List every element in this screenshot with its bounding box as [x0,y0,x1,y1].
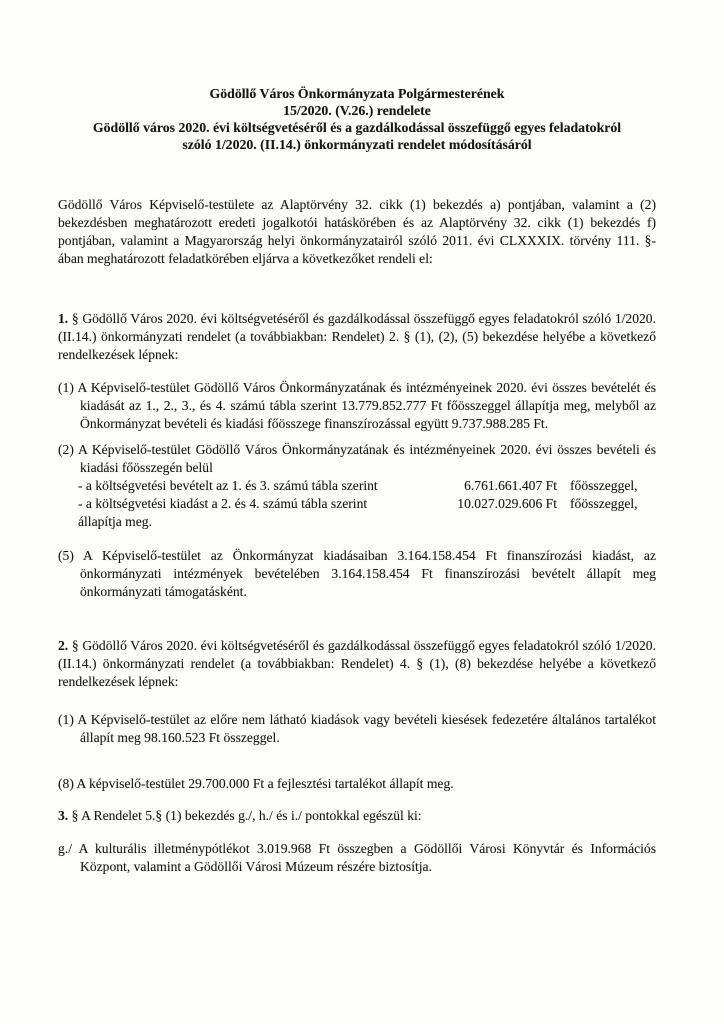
document-content [58,0,656,876]
budget-expense-amount: 10.027.029.606 Ft [457,496,557,511]
section-2-paragraph-8 [58,775,656,793]
section-1-heading [58,310,656,364]
section-1-heading-text: Gödöllő Város 2020. évi költségvetéséről és gazdálkodással összefüggő egyes feladatokról szóló 1/2020. (II.14.) önkormányzati rendelet (a továbbiakban: Rendelet) 2. § (1), (2), (5) bekezdése helyébe a következő rendelkezések lépnek: [58,311,656,362]
budget-revenue-amount: 6.761.661.407 Ft [464,478,557,493]
paragraph-text: A Képviselő-testület az Önkormányzat kiadásaiban 3.164.158.454 Ft finanszírozási kiadást, az önkormányzati intézmények bevételében 3.164.158.454 Ft finanszírozási bevételt állapít meg önkormányzati támogatásként. [80,548,657,599]
section-1-paragraph-1 [58,379,656,433]
section-1-paragraph-5 [58,547,656,601]
budget-revenue-row [78,477,656,495]
paragraph-label: (2) [58,442,74,457]
section-2-paragraph-1 [58,711,656,747]
budget-expense-suffix: főösszeggel, [570,496,638,511]
budget-expense-description: - a költségvetési kiadást a 2. és 4. számú tábla szerint [78,496,368,511]
section-2-heading [58,637,656,691]
section-2-heading-text: Gödöllő Város 2020. évi költségvetéséről és gazdálkodással összefüggő egyes feladatokról szóló 1/2020. (II.14.) önkormányzati rendelet (a továbbiakban: Rendelet) 4. § (1), (8) bekezdése helyébe a következő rendelkezések lépnek: [58,638,656,689]
section-2-mark: § [71,638,79,653]
section-3-heading-text: A Rendelet 5.§ (1) bekezdés g./, h./ és i./ pontokkal egészül ki: [81,808,422,823]
section-3-number: 3. [58,808,69,823]
paragraph-text: A Képviselő-testület Gödöllő Város Önkormányzatának és intézményeinek 2020. évi összes bevételi és kiadási főösszegén belül [77,442,656,475]
section-3-heading [58,807,656,825]
title-line-subject-1: Gödöllő város 2020. évi költségvetéséről és a gazdálkodással összefüggő egyes feladatokról [92,120,622,135]
paragraph-text: A Képviselő-testület Gödöllő Város Önkormányzatának és intézményeinek 2020. évi összes bevételét és kiadását az 1., 2., 3., és 4. számú tábla szerint 13.779.852.777 Ft főösszeggel állapítja meg, melyből az Önkormányzat bevételi és kiadási főösszege finanszírozással együtt 9.737.988.285 Ft. [77,380,656,431]
budget-revenue-suffix: főösszeggel, [570,478,638,493]
budget-expense-row [78,495,656,513]
paragraph-label: (8) [58,776,74,791]
section-3-point-g [58,840,656,876]
preamble-paragraph: Gödöllő Város Képviselő-testülete az Alaptörvény 32. cikk (1) bekezdés a) pontjában, valamint a (2) bekezdésben meghatározott eredeti jogalkotói hatáskörében és az Alaptörvény 32. cikk (1) bekezdés f) pontjában, valamint a Magyarország helyi önkormányzatairól szóló 2011. évi CLXXXIX. törvény 111. §-ában meghatározott feladatkörében eljárva a következőket rendeli el: [58,197,656,266]
section-1-mark: § [71,311,79,326]
budget-revenue-description: - a költségvetési bevételt az 1. és 3. számú tábla szerint [78,478,378,493]
title-line-decree-number: 15/2020. (V.26.) rendelete [283,103,431,118]
section-1-paragraph-2-intro [58,441,656,477]
section-1-paragraph-2-closing: állapítja meg. [78,514,152,529]
document-title-block [58,85,656,153]
paragraph-text: A képviselő-testület 29.700.000 Ft a fejlesztési tartalékot állapít meg. [76,776,454,791]
section-1-number: 1. [58,311,69,326]
point-label: g./ [58,841,72,856]
title-line-issuer: Gödöllő Város Önkormányzata Polgármesterének [209,86,505,101]
title-line-subject-2: szóló 1/2020. (II.14.) önkormányzati rendelet módosításáról [182,137,532,152]
section-3-mark: § [71,808,79,823]
paragraph-label: (1) [58,380,74,395]
paragraph-text: A Képviselő-testület az előre nem látható kiadások vagy bevételi kiesések fedezetére általános tartalékot állapít meg 98.160.523 Ft összeggel. [77,712,656,745]
section-2-number: 2. [58,638,69,653]
point-text: A kulturális illetménypótlékot 3.019.968 Ft összegben a Gödöllői Városi Könyvtár és Információs Központ, valamint a Gödöllői Városi Múzeum részére biztosítja. [78,841,656,874]
paragraph-label: (5) [58,548,74,563]
paragraph-label: (1) [58,712,74,727]
